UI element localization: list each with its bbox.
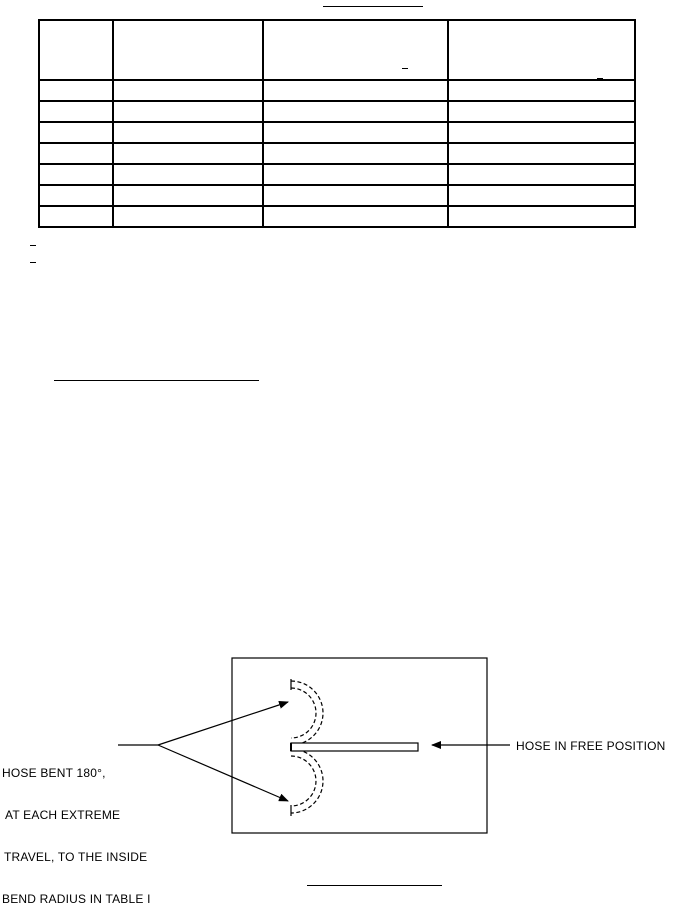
table-cell [448,101,635,122]
table-cell [39,164,113,185]
callout-line: BEND RADIUS IN TABLE I [2,892,151,906]
table-cell [113,122,263,143]
header-cell [39,20,113,80]
table-cell [448,143,635,164]
table-cell [113,80,263,101]
callout-line: TRAVEL, TO THE INSIDE [4,850,148,864]
footnote-ref-mark [402,68,408,69]
table-cell [113,143,263,164]
bent-hose-lower [291,749,323,813]
table-cell [448,122,635,143]
table-header-row [39,20,635,80]
table-cell [113,164,263,185]
table-cell [263,206,448,227]
spec-table [38,19,636,228]
figure-caption-underline [307,885,442,886]
table-cell [39,122,113,143]
callout-line: HOSE BENT 180°, [2,766,106,780]
table-cell [39,143,113,164]
bent-hose-callout [2,738,151,920]
table-cell [263,122,448,143]
free-hose-callout: HOSE IN FREE POSITION [516,739,666,753]
table-cell [263,164,448,185]
table-row [39,80,635,101]
table-cell [263,185,448,206]
table-row [39,143,635,164]
header-cell [263,20,448,80]
table-cell [113,101,263,122]
callout-line: AT EACH EXTREME [5,808,121,822]
straight-hose [291,743,418,751]
table-cell [448,206,635,227]
table-row [39,122,635,143]
table-cell [39,206,113,227]
table-cell [113,206,263,227]
table-cell [263,80,448,101]
footnote-mark [30,245,36,246]
table-title-underline [323,6,423,7]
table-cell [448,80,635,101]
table-cell [448,185,635,206]
bent-hose-upper [291,681,323,745]
table-cell [448,164,635,185]
table-row [39,164,635,185]
footnote-ref-mark [597,78,603,79]
table-cell [39,185,113,206]
table-cell [263,101,448,122]
table-row [39,185,635,206]
header-cell [113,20,263,80]
table-cell [113,185,263,206]
table-row [39,206,635,227]
table-cell [39,80,113,101]
table-row [39,101,635,122]
table-cell [39,101,113,122]
section-heading-underline [54,380,259,381]
table-cell [263,143,448,164]
footnote-mark [30,262,36,263]
header-cell [448,20,635,80]
